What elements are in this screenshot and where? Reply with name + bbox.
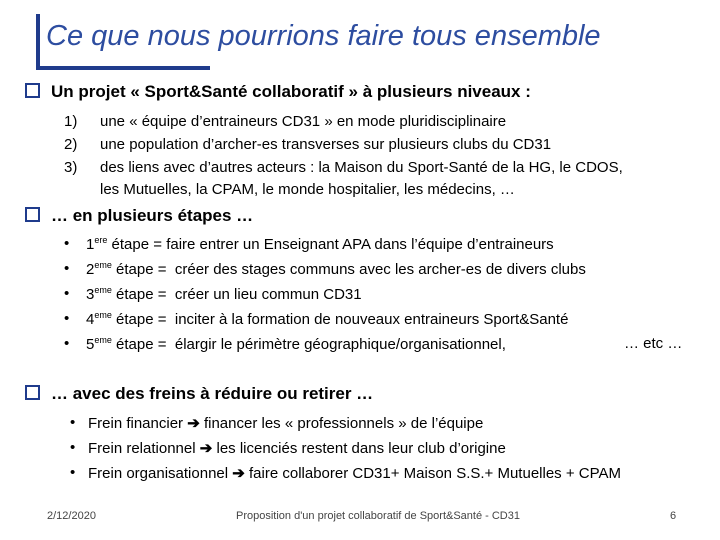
list-item: une « équipe d’entraineurs CD31 » en mode pluridisciplinaire bbox=[100, 113, 507, 130]
list-item-continuation: les Mutuelles, la CPAM, le monde hospitalier, les médecins, … bbox=[100, 181, 515, 198]
footer-date: 2/12/2020 bbox=[47, 510, 96, 522]
bullet-icon: • bbox=[70, 464, 76, 481]
right-arrow-icon: ➔ bbox=[187, 415, 200, 432]
slide-title: Ce que nous pourrions faire tous ensemble bbox=[46, 20, 601, 52]
step-item: 2eme étape = créer des stages communs avec les archer-es de divers clubs bbox=[86, 260, 586, 278]
brake-item: Frein organisationnel ➔ faire collaborer CD31+ Maison S.S.+ Mutuelles + CPAM bbox=[88, 465, 621, 482]
step-item: 1ere étape = faire entrer un Enseignant APA dans l’équipe d’entraineurs bbox=[86, 235, 554, 253]
step-item: 3eme étape = créer un lieu commun CD31 bbox=[86, 285, 362, 303]
step-item: 5eme étape = élargir le périmètre géographique/organisationnel, bbox=[86, 335, 506, 353]
checkbox-bullet-icon bbox=[25, 207, 40, 222]
list-number: 2) bbox=[64, 136, 78, 153]
list-item: une population d’archer-es transverses sur plusieurs clubs du CD31 bbox=[100, 136, 552, 153]
checkbox-bullet-icon bbox=[25, 83, 40, 98]
bullet-icon: • bbox=[64, 235, 70, 252]
bullet-icon: • bbox=[64, 260, 70, 277]
step-item: 4eme étape = inciter à la formation de nouveaux entraineurs Sport&Santé bbox=[86, 310, 569, 328]
bullet-icon: • bbox=[70, 414, 76, 431]
bullet-icon: • bbox=[64, 285, 70, 302]
checkbox-bullet-icon bbox=[25, 385, 40, 400]
section-heading-2: … en plusieurs étapes … bbox=[25, 206, 253, 226]
page-number: 6 bbox=[670, 510, 677, 522]
brake-item: Frein financier ➔ financer les « professionnels » de l’équipe bbox=[88, 415, 484, 432]
bullet-icon: • bbox=[64, 335, 70, 352]
brake-item: Frein relationnel ➔ les licenciés restent dans leur club d’origine bbox=[88, 440, 506, 457]
bullet-icon: • bbox=[70, 439, 76, 456]
title-frame-vertical bbox=[36, 14, 40, 70]
bullet-icon: • bbox=[64, 310, 70, 327]
right-arrow-icon: ➔ bbox=[232, 465, 245, 482]
title-frame-horizontal bbox=[36, 66, 210, 70]
section-heading-3: … avec des freins à réduire ou retirer … bbox=[25, 384, 373, 404]
footer-center: Proposition d'un projet collaboratif de Sport&Santé - CD31 bbox=[236, 510, 520, 522]
list-number: 1) bbox=[64, 113, 78, 130]
list-item: des liens avec d’autres acteurs : la Maison du Sport-Santé de la HG, le CDOS, bbox=[100, 159, 623, 176]
step-item-tail: … etc … bbox=[624, 335, 683, 352]
section-heading-1: Un projet « Sport&Santé collaboratif » à plusieurs niveaux : bbox=[25, 82, 531, 102]
right-arrow-icon: ➔ bbox=[199, 440, 213, 457]
list-number: 3) bbox=[64, 159, 78, 176]
